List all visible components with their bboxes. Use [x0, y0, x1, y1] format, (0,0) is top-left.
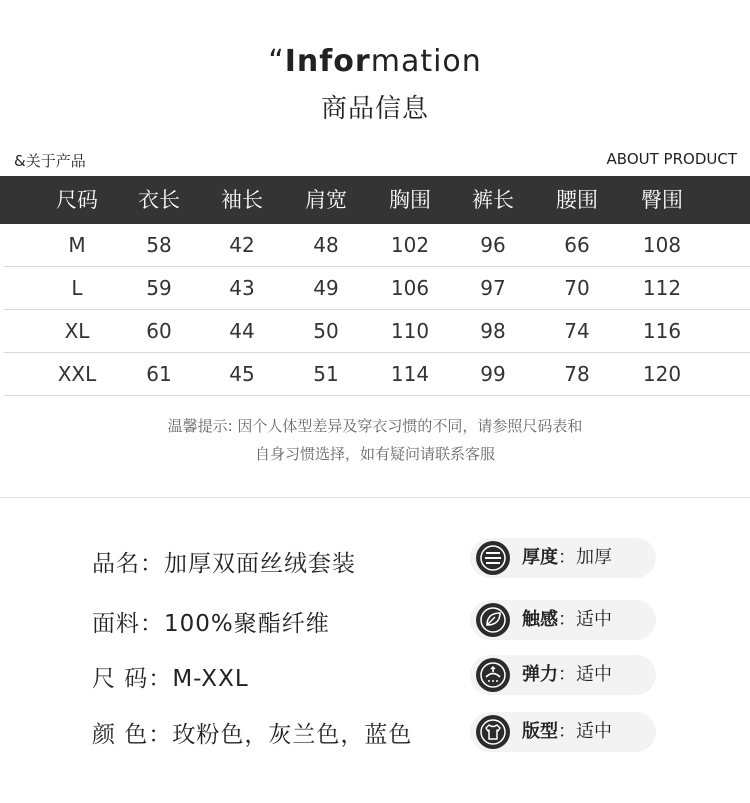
table-cell: 112 — [642, 276, 682, 300]
size-tip-line-2: 自身习惯选择，如有疑问请联系客服 — [254, 445, 495, 463]
table-cell: 97 — [480, 276, 506, 300]
table-cell: 114 — [390, 362, 430, 386]
table-cell: 116 — [642, 319, 682, 343]
table-cell: 45 — [229, 362, 255, 386]
feature-value: 适中 — [576, 664, 612, 685]
info-title-cn: 商品信息 — [320, 94, 429, 124]
header-cell: 胸围 — [389, 188, 431, 212]
table-cell: 70 — [564, 276, 590, 300]
color-value: 玫粉色，灰兰色，蓝色 — [172, 722, 413, 748]
table-cell: 74 — [564, 319, 590, 343]
table-cell: 61 — [146, 362, 172, 386]
header-cell: 肩宽 — [305, 188, 347, 212]
size-range-value: M-XXL — [172, 666, 249, 692]
fabric-label: 面料： — [92, 611, 164, 637]
table-cell: 43 — [229, 276, 255, 300]
table-cell: 120 — [642, 362, 682, 386]
header-cell: 裤长 — [472, 188, 514, 212]
table-cell: 110 — [390, 319, 430, 343]
table-cell: M — [68, 233, 86, 257]
table-cell: L — [71, 276, 83, 300]
fabric-row — [92, 605, 330, 638]
size-table-header — [0, 176, 750, 224]
feature-sep: ： — [558, 664, 576, 685]
table-cell: 51 — [313, 362, 339, 386]
table-cell: 44 — [229, 319, 255, 343]
feature-value: 适中 — [576, 609, 612, 630]
feature-label: 触感 — [522, 609, 558, 630]
header-cell: 衣长 — [138, 188, 180, 212]
table-cell: 50 — [313, 319, 339, 343]
info-title-en — [0, 44, 750, 79]
size-tip-line-1: 温馨提示: 因个人体型差异及穿衣习惯的不同，请参照尺码表和 — [167, 417, 583, 435]
shirt-fit-icon — [476, 715, 510, 749]
feature-thickness — [470, 538, 656, 578]
table-cell: 42 — [229, 233, 255, 257]
table-cell: 66 — [564, 233, 590, 257]
feature-label: 弹力 — [522, 664, 558, 685]
table-row — [4, 310, 750, 353]
product-name-label: 品名： — [92, 551, 164, 577]
color-label: 颜 色： — [92, 722, 173, 748]
table-cell: 96 — [480, 233, 506, 257]
feature-value: 加厚 — [576, 547, 612, 568]
quote-mark: “ — [268, 44, 285, 79]
header-cell: 袖长 — [221, 188, 263, 212]
size-range-row — [92, 660, 249, 693]
feature-sep: ： — [558, 609, 576, 630]
thickness-icon — [476, 541, 510, 575]
table-cell: 49 — [313, 276, 339, 300]
table-row — [4, 267, 750, 310]
table-cell: 106 — [390, 276, 430, 300]
size-range-label: 尺 码： — [92, 666, 173, 692]
feature-label: 版型 — [522, 721, 558, 742]
color-row — [92, 716, 412, 749]
feature-fit — [470, 712, 656, 752]
feature-sep: ： — [558, 721, 576, 742]
feature-stretch — [470, 655, 656, 695]
table-cell: 78 — [564, 362, 590, 386]
section-label-en: ABOUT PRODUCT — [606, 150, 737, 168]
table-cell: 108 — [642, 233, 682, 257]
table-cell: 98 — [480, 319, 506, 343]
leaf-touch-icon — [476, 603, 510, 637]
table-cell: 60 — [146, 319, 172, 343]
table-cell: 99 — [480, 362, 506, 386]
header-cell: 尺码 — [56, 188, 98, 212]
product-name-row — [92, 545, 356, 578]
feature-touch — [470, 600, 656, 640]
table-row — [4, 224, 750, 267]
title-en-light: mation — [370, 44, 482, 79]
header-cell: 腰围 — [556, 188, 598, 212]
table-cell: XL — [64, 319, 90, 343]
table-row — [4, 353, 750, 396]
feature-label: 厚度 — [522, 547, 558, 568]
header-cell: 臀围 — [641, 188, 683, 212]
feature-sep: ： — [558, 547, 576, 568]
table-cell: 58 — [146, 233, 172, 257]
table-cell: 102 — [390, 233, 430, 257]
table-cell: XXL — [57, 362, 97, 386]
title-en-bold: Infor — [284, 44, 371, 79]
table-cell: 48 — [313, 233, 339, 257]
product-name-value: 加厚双面丝绒套装 — [164, 551, 356, 577]
section-label-cn: &关于产品 — [14, 152, 86, 170]
feature-value: 适中 — [576, 721, 612, 742]
fabric-value: 100%聚酯纤维 — [164, 611, 330, 637]
section-divider — [0, 497, 750, 498]
table-cell: 59 — [146, 276, 172, 300]
stretch-icon — [476, 658, 510, 692]
